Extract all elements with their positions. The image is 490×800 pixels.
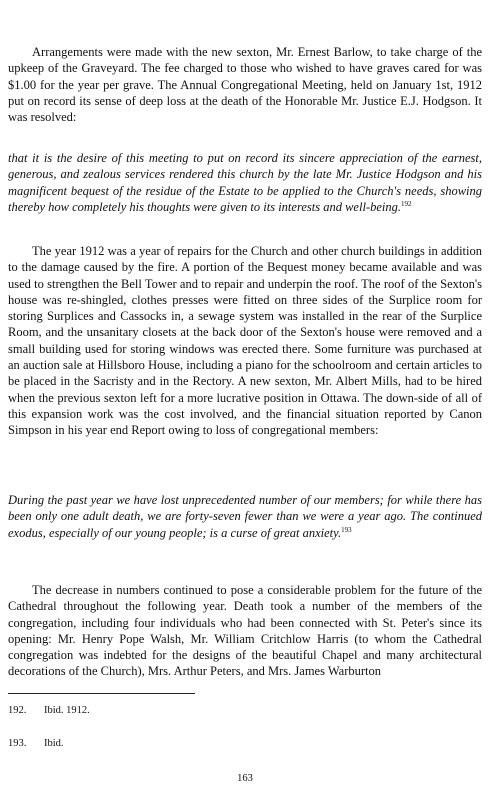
footnote-192 (8, 704, 90, 717)
paragraph-decrease-numbers: The decrease in numbers continued to pose a considerable problem for the future of the Cathedral throughout the following year. Death took a number of the members of the congregation, including four individuals who had been connected with St. Peter's since its opening: Mr. Henry Pope Walsh, Mr. William Critchlow Harris (to whom the Cathedral congregation was indebted for the designs of the beautiful Chapel and many architectural decorations of the Church), Mrs. Arthur Peters, and Mrs. James Warburton (8, 583, 482, 679)
footnote-divider (8, 693, 195, 694)
quote-text: During the past year we have lost unprecedented number of our members; for while there has been only one adult death, we are forty-seven fewer than we were a year ago. The continued exodus, especially of our young people; is a curse of great anxiety. (8, 493, 482, 540)
footnote-193 (8, 737, 64, 750)
paragraph-sexton-barlow: Arrangements were made with the new sexton, Mr. Ernest Barlow, to take charge of the upkeep of the Graveyard. The fee charged to those who wished to have graves cared for was $1.00 for the year per grave. The Annual Congregational Meeting, held on January 1st, 1912 put on record its sense of deep loss at the death of the Honorable Mr. Justice E.J. Hodgson. It was resolved: (8, 45, 482, 125)
quote-hodgson-resolution (8, 150, 482, 215)
footnote-ref-192: 192 (401, 199, 412, 208)
document-page (8, 0, 482, 800)
footnote-text: Ibid. (44, 738, 64, 749)
footnote-number: 192. (8, 705, 27, 716)
footnote-text: Ibid. 1912. (44, 705, 90, 716)
footnote-ref-193: 193 (341, 525, 352, 534)
quote-text: that it is the desire of this meeting to put on record its sincere appreciation of the earnest, generous, and zealous services rendered this church by the late Mr. Justice Hodgson and his magnificent bequest of the residue of the Estate to be applied to the Church's needs, showing thereby how completely his thoughts were given to its interests and well-being. (8, 151, 482, 214)
page-number: 163 (237, 773, 253, 784)
paragraph-repairs-1912: The year 1912 was a year of repairs for the Church and other church buildings in addition to the damage caused by the fire. A portion of the Bequest money became available and was used to strengthen the Bell Tower and to repair and underpin the roof. The roof of the Sexton's house was re-shingled, clothes presses were fitted on three sides of the Surplice room for storing Surplices and Cassocks in, a sewage system was installed in the rear of the Surplice Room, and the unsanitary closets at the back door of the Sexton's house were removed and a small building used for storing windows was erected there. Some furniture was purchased at an auction sale at Hillsboro House, including a piano for the schoolroom and certain articles to be placed in the Sacristy and in the Rectory. A new sexton, Mr. Albert Mills, had to be hired when the previous sexton left for a more lucrative position in Ottawa. The down-side of all of this expansion work was the cost involved, and the financial situation reported by Canon Simpson in his year end Report owing to loss of congregational members: (8, 244, 482, 438)
quote-simpson-report (8, 492, 482, 541)
footnote-number: 193. (8, 738, 27, 749)
